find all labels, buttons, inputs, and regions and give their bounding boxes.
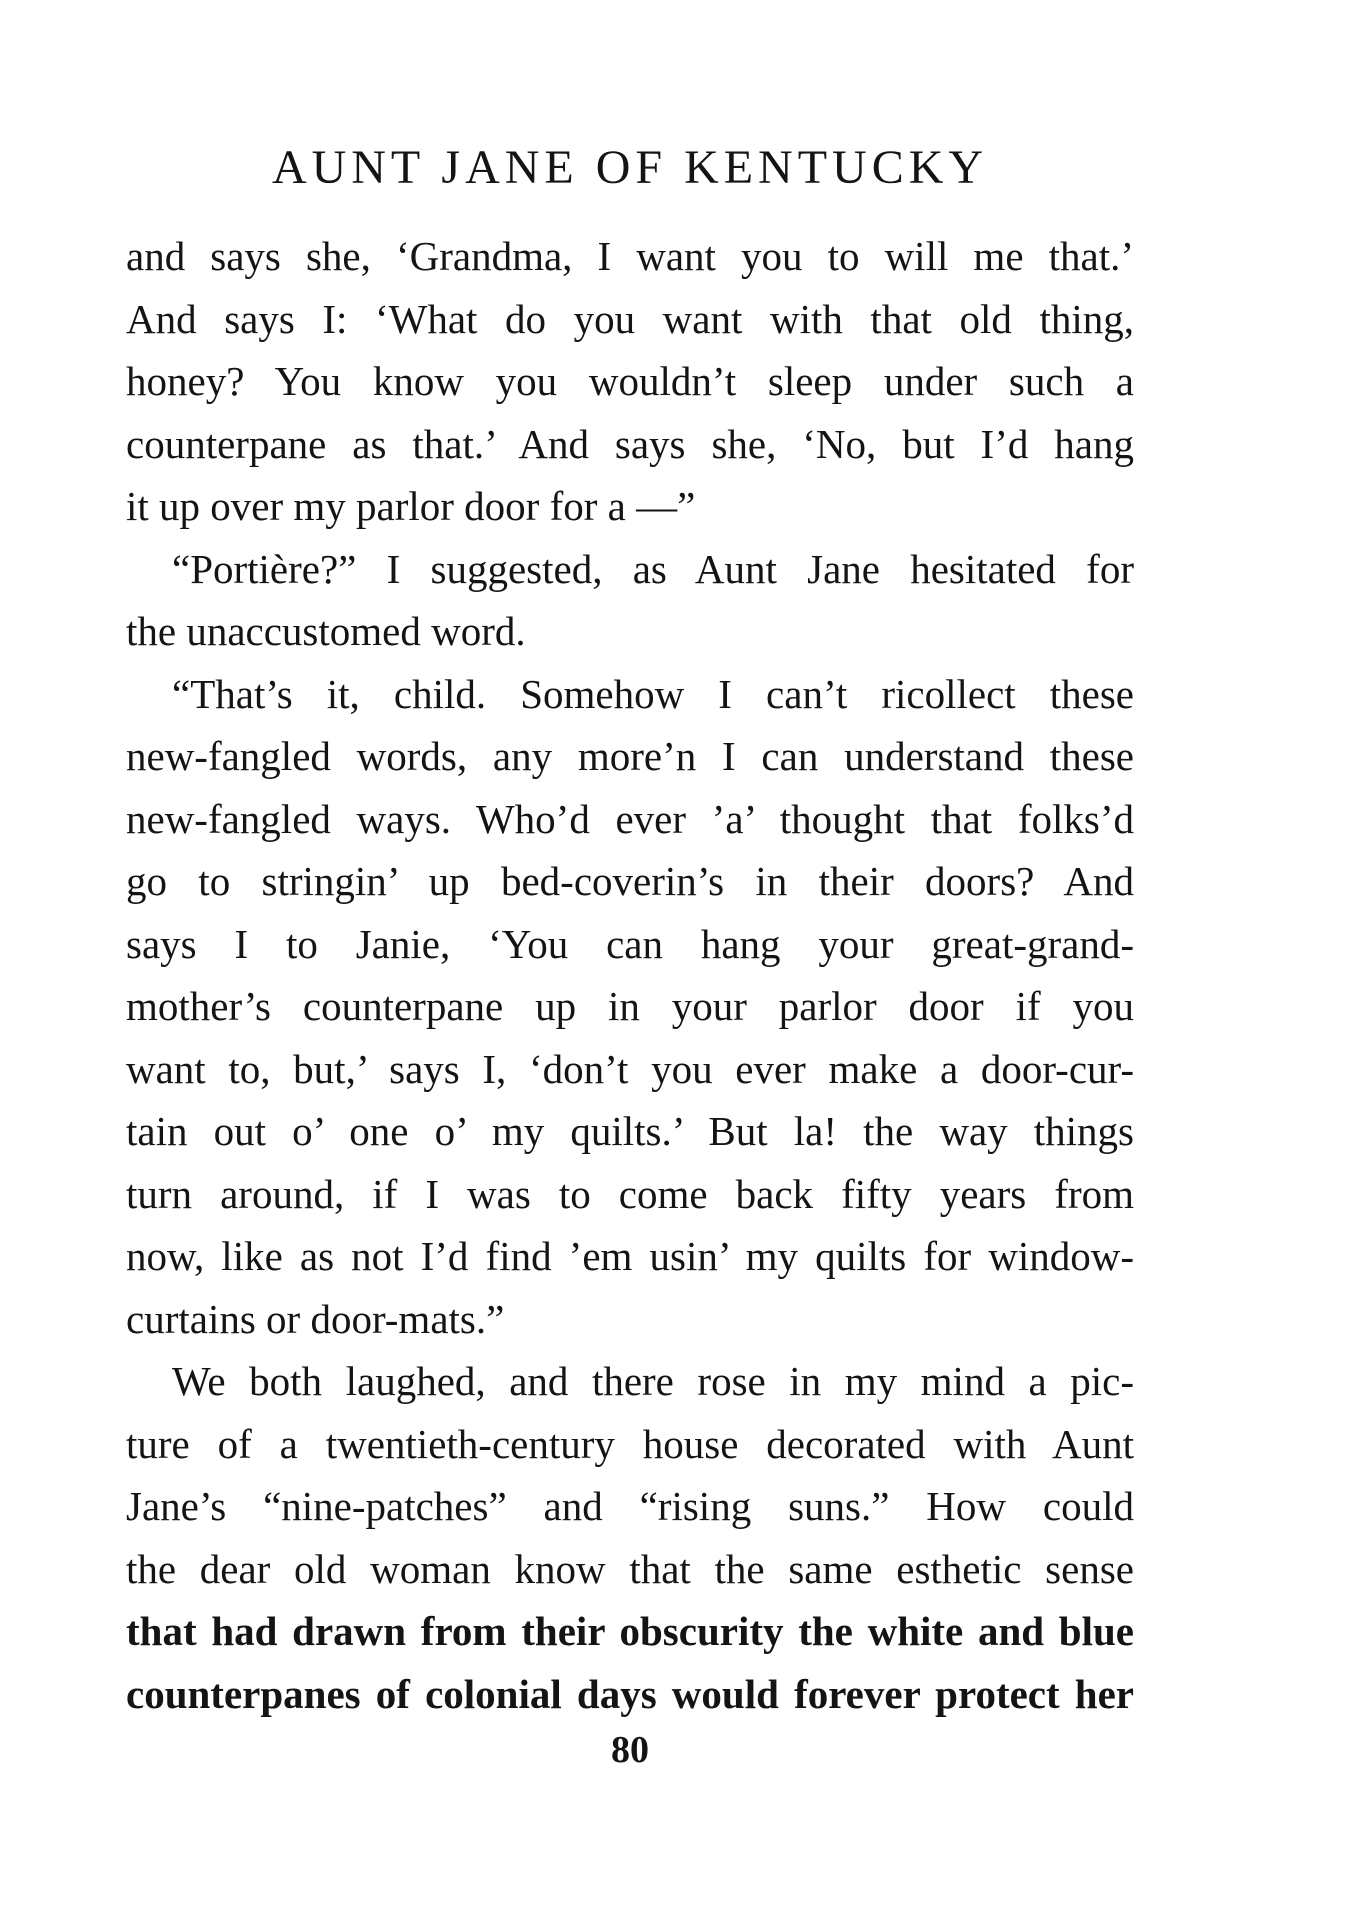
body-text xyxy=(126,225,1134,1725)
text-line: want to, but,’ says I, ‘don’t you ever make a door-cur- xyxy=(126,1045,1134,1092)
text-line: new-fangled ways. Who’d ever ’a’ thought that folks’d xyxy=(126,795,1134,842)
paragraph-continuation xyxy=(126,225,1134,538)
text-line: honey? You know you wouldn’t sleep under such a xyxy=(126,358,1134,404)
text-line: counterpane as that.’ And says she, ‘No, but I’d hang xyxy=(126,420,1134,467)
text-line: Jane’s “nine-patches” and “rising suns.” How could xyxy=(126,1483,1134,1529)
text-line: new-fangled words, any more’n I can understand these xyxy=(126,733,1134,779)
paragraph-we-both-laughed xyxy=(126,1350,1134,1725)
text-line: turn around, if I was to come back fifty years from xyxy=(126,1170,1134,1217)
text-line: go to stringin’ up bed-coverin’s in their doors? And xyxy=(126,858,1134,904)
text-line: the unaccustomed word. xyxy=(126,608,526,654)
text-line: And says I: ‘What do you want with that old thing, xyxy=(126,295,1134,342)
text-line: it up over my parlor door for a —” xyxy=(126,483,696,529)
paragraph-thats-it xyxy=(126,663,1134,1351)
text-line: “That’s it, child. Somehow I can’t ricollect these xyxy=(172,670,1134,717)
text-line: now, like as not I’d find ’em usin’ my quilts for window- xyxy=(126,1233,1134,1279)
text-line: and says she, ‘Grandma, I want you to will me that.’ xyxy=(126,233,1134,279)
page-number: 80 xyxy=(611,1729,649,1771)
text-line: ture of a twentieth-century house decorated with Aunt xyxy=(126,1420,1134,1467)
running-head: AUNT JANE OF KENTUCKY xyxy=(271,141,989,194)
text-line: that had drawn from their obscurity the white and blue xyxy=(126,1608,1134,1654)
text-line: mother’s counterpane up in your parlor door if you xyxy=(126,983,1134,1029)
text-line: “Portière?” I suggested, as Aunt Jane hesitated for xyxy=(172,545,1134,592)
paragraph-portiere xyxy=(126,538,1134,663)
text-line: We both laughed, and there rose in my mind a pic- xyxy=(172,1358,1134,1404)
text-line: curtains or door-mats.” xyxy=(126,1295,505,1342)
text-line: says I to Janie, ‘You can hang your great-grand- xyxy=(126,920,1134,967)
text-line: tain out o’ one o’ my quilts.’ But la! the way things xyxy=(126,1108,1134,1154)
text-line: the dear old woman know that the same esthetic sense xyxy=(126,1545,1134,1592)
text-line: counterpanes of colonial days would forever protect her xyxy=(126,1670,1134,1717)
